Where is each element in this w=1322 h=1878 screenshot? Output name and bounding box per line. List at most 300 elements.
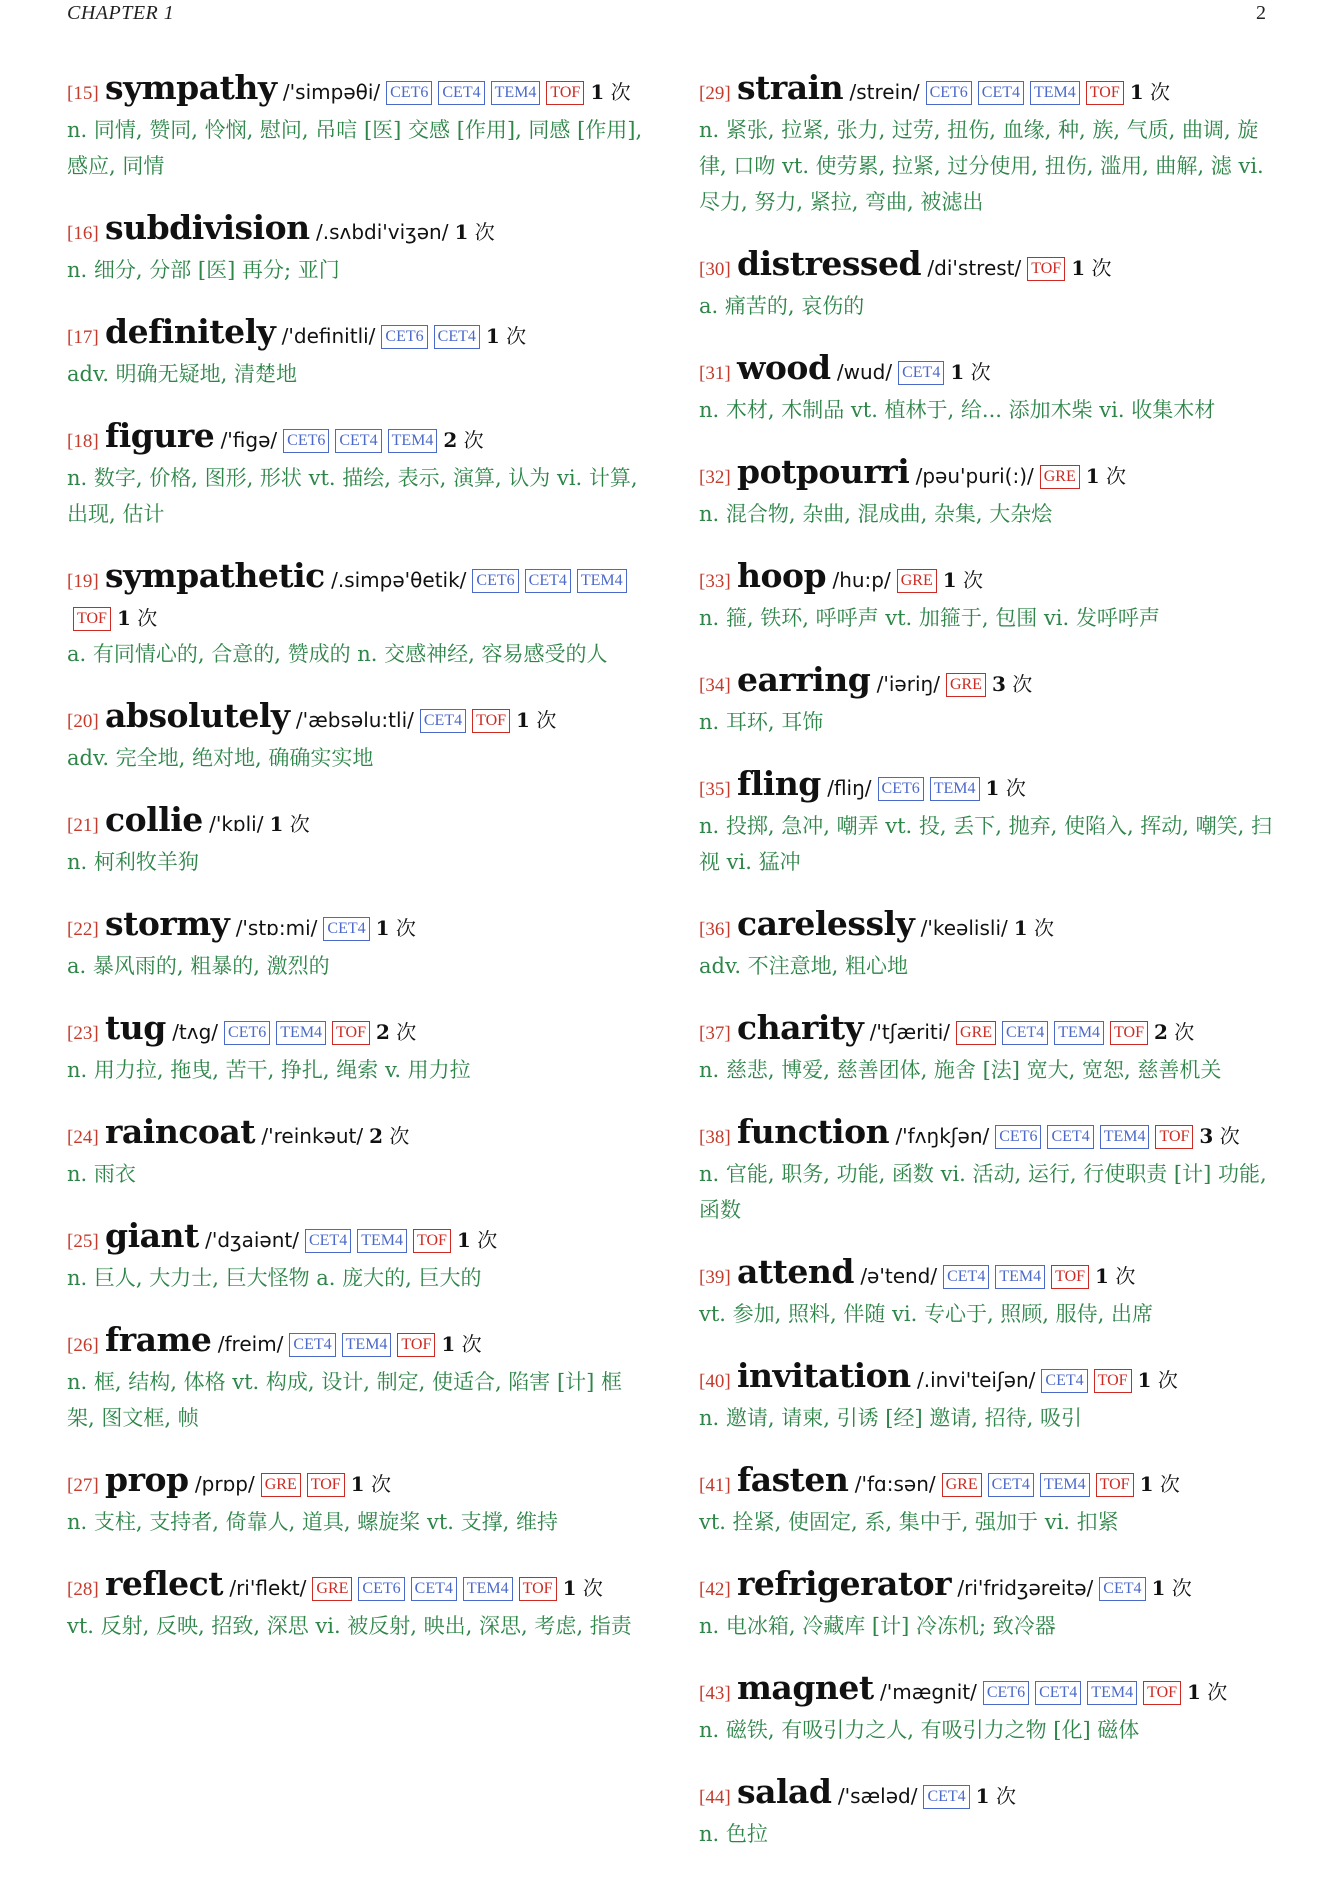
exam-tag: TOF xyxy=(1143,1681,1181,1705)
exam-tag: CET4 xyxy=(988,1473,1034,1497)
occurrence-count: 1 xyxy=(985,776,1000,800)
exam-tag: CET4 xyxy=(1041,1369,1087,1393)
count-suffix: 次 xyxy=(1005,776,1026,800)
occurrence-count: 1 xyxy=(375,916,390,940)
count-suffix: 次 xyxy=(536,708,557,732)
exam-tag: TEM4 xyxy=(276,1021,326,1045)
exam-tag: TOF xyxy=(519,1577,557,1601)
entry-headline xyxy=(67,1566,643,1608)
entry-definition: n. 官能, 职务, 功能, 函数 vi. 活动, 运行, 行使职责 [计] 功能, 函数 xyxy=(699,1162,1267,1222)
count-suffix: 次 xyxy=(137,606,158,630)
count-suffix: 次 xyxy=(1219,1124,1240,1148)
count-suffix: 次 xyxy=(610,80,631,104)
entry-phonetic: /strein/ xyxy=(849,80,920,104)
vocab-entry xyxy=(699,1254,1275,1332)
occurrence-count: 1 xyxy=(562,1576,577,1600)
occurrence-count: 1 xyxy=(1137,1368,1152,1392)
entry-headline xyxy=(67,1462,643,1504)
occurrence-count: 1 xyxy=(1151,1576,1166,1600)
entry-definition: n. 箍, 铁环, 呼呼声 vt. 加箍于, 包围 vi. 发呼呼声 xyxy=(699,606,1160,630)
entry-headline xyxy=(699,1114,1275,1156)
entry-word: potpourri xyxy=(737,452,910,491)
entry-definition: n. 柯利牧羊狗 xyxy=(67,850,199,874)
entry-headline xyxy=(699,1462,1275,1504)
vocab-entry xyxy=(699,70,1275,220)
entry-definition: n. 数字, 价格, 图形, 形状 vt. 描绘, 表示, 演算, 认为 vi. 计算, 出现, 估计 xyxy=(67,466,638,526)
exam-tag: TOF xyxy=(546,81,584,105)
exam-tag: CET4 xyxy=(1047,1125,1093,1149)
entry-phonetic: /ri'flekt/ xyxy=(229,1576,307,1600)
entry-number: [33] xyxy=(699,571,731,592)
vocab-entry xyxy=(699,766,1275,880)
entry-number: [31] xyxy=(699,363,731,384)
entry-phonetic: /.simpə'θetik/ xyxy=(331,568,467,592)
exam-tag: CET4 xyxy=(943,1265,989,1289)
count-suffix: 次 xyxy=(1207,1680,1228,1704)
entry-definition: n. 混合物, 杂曲, 混成曲, 杂集, 大杂烩 xyxy=(699,502,1053,526)
exam-tag: TOF xyxy=(1155,1125,1193,1149)
entry-definition: vt. 参加, 照料, 伴随 vi. 专心于, 照顾, 服侍, 出席 xyxy=(699,1302,1154,1326)
vocab-entry xyxy=(699,662,1275,740)
exam-tag: CET4 xyxy=(434,325,480,349)
entry-headline xyxy=(699,906,1275,948)
occurrence-count: 1 xyxy=(456,1228,471,1252)
entry-headline xyxy=(699,1670,1275,1712)
occurrence-count: 2 xyxy=(375,1020,390,1044)
entry-number: [18] xyxy=(67,431,99,452)
count-suffix: 次 xyxy=(1157,1368,1178,1392)
occurrence-count: 1 xyxy=(1129,80,1144,104)
entry-definition: n. 框, 结构, 体格 vt. 构成, 设计, 制定, 使适合, 陷害 [计] 框架, 图文框, 帧 xyxy=(67,1370,623,1430)
exam-tag: TOF xyxy=(1027,257,1065,281)
occurrence-count: 3 xyxy=(1199,1124,1214,1148)
entry-phonetic: /di'strest/ xyxy=(927,256,1022,280)
exam-tag: TOF xyxy=(397,1333,435,1357)
entry-phonetic: /wud/ xyxy=(836,360,893,384)
exam-tag: TEM4 xyxy=(577,569,627,593)
entry-phonetic: /'simpəθi/ xyxy=(282,80,381,104)
entry-number: [39] xyxy=(699,1267,731,1288)
entry-headline xyxy=(67,418,643,460)
exam-tag: CET4 xyxy=(323,917,369,941)
entry-definition: n. 用力拉, 拖曳, 苦干, 挣扎, 绳索 v. 用力拉 xyxy=(67,1058,471,1082)
exam-tag: TEM4 xyxy=(995,1265,1045,1289)
entry-word: carelessly xyxy=(737,904,915,943)
occurrence-count: 1 xyxy=(1085,464,1100,488)
exam-tag: TEM4 xyxy=(357,1229,407,1253)
entry-definition: n. 同情, 赞同, 怜悯, 慰问, 吊唁 [医] 交感 [作用], 同感 [作用], 感应, 同情 xyxy=(67,118,643,178)
entry-phonetic: /'fɑ:sən/ xyxy=(854,1472,936,1496)
entry-phonetic: /'reinkəut/ xyxy=(261,1124,364,1148)
count-suffix: 次 xyxy=(970,360,991,384)
count-suffix: 次 xyxy=(477,1228,498,1252)
vocab-entry xyxy=(699,906,1275,984)
occurrence-count: 1 xyxy=(1013,916,1028,940)
entry-headline xyxy=(699,454,1275,496)
entry-number: [35] xyxy=(699,779,731,800)
entry-word: sympathy xyxy=(105,68,277,107)
entry-phonetic: /tʌg/ xyxy=(172,1020,219,1044)
entry-word: hoop xyxy=(737,556,827,595)
entry-word: sympathetic xyxy=(105,556,325,595)
entry-definition: n. 投掷, 急冲, 嘲弄 vt. 投, 丢下, 抛弃, 使陷入, 挥动, 嘲笑, 扫视 vi. 猛冲 xyxy=(699,814,1273,874)
entry-headline xyxy=(699,662,1275,704)
exam-tag: TEM4 xyxy=(491,81,541,105)
occurrence-count: 2 xyxy=(369,1124,384,1148)
exam-tag: TOF xyxy=(332,1021,370,1045)
entry-word: raincoat xyxy=(105,1112,256,1151)
exam-tag: TEM4 xyxy=(1100,1125,1150,1149)
entry-headline xyxy=(67,698,643,740)
exam-tag: CET4 xyxy=(335,429,381,453)
entry-headline xyxy=(699,1358,1275,1400)
entry-word: charity xyxy=(737,1008,864,1047)
count-suffix: 次 xyxy=(1159,1472,1180,1496)
entry-definition: n. 木材, 木制品 vt. 植林于, 给... 添加木柴 vi. 收集木材 xyxy=(699,398,1216,422)
vocab-entry xyxy=(67,558,643,672)
entry-number: [44] xyxy=(699,1787,731,1808)
exam-tag: CET4 xyxy=(305,1229,351,1253)
vocab-entry xyxy=(67,1114,643,1192)
entry-number: [22] xyxy=(67,919,99,940)
entry-phonetic: /.invi'teiʃən/ xyxy=(917,1368,1036,1392)
occurrence-count: 3 xyxy=(991,672,1006,696)
entry-word: frame xyxy=(105,1320,212,1359)
exam-tag: CET6 xyxy=(995,1125,1041,1149)
entry-headline xyxy=(67,1322,643,1364)
exam-tag: TEM4 xyxy=(388,429,438,453)
entry-phonetic: /'mægnit/ xyxy=(879,1680,977,1704)
count-suffix: 次 xyxy=(582,1576,603,1600)
entry-definition: adv. 不注意地, 粗心地 xyxy=(699,954,909,978)
entry-number: [37] xyxy=(699,1023,731,1044)
entry-word: fling xyxy=(737,764,821,803)
exam-tag: CET4 xyxy=(978,81,1024,105)
vocab-entry xyxy=(67,210,643,288)
entry-word: magnet xyxy=(737,1668,874,1707)
entry-word: salad xyxy=(737,1772,832,1811)
exam-tag: TOF xyxy=(413,1229,451,1253)
occurrence-count: 1 xyxy=(441,1332,456,1356)
entry-headline xyxy=(67,558,643,636)
entry-phonetic: /freim/ xyxy=(217,1332,284,1356)
vocab-entry xyxy=(67,70,643,184)
vocab-entry xyxy=(699,1566,1275,1644)
exam-tag: GRE xyxy=(897,569,937,593)
count-suffix: 次 xyxy=(1174,1020,1195,1044)
entry-word: strain xyxy=(737,68,844,107)
count-suffix: 次 xyxy=(506,324,527,348)
occurrence-count: 1 xyxy=(485,324,500,348)
exam-tag: TOF xyxy=(73,607,111,631)
count-suffix: 次 xyxy=(461,1332,482,1356)
occurrence-count: 1 xyxy=(950,360,965,384)
vocab-entry xyxy=(67,906,643,984)
entry-number: [41] xyxy=(699,1475,731,1496)
entry-headline xyxy=(67,70,643,112)
count-suffix: 次 xyxy=(1034,916,1055,940)
exam-tag: TOF xyxy=(472,709,510,733)
entry-phonetic: /'kɒli/ xyxy=(209,812,264,836)
vocab-entry xyxy=(67,1322,643,1436)
count-suffix: 次 xyxy=(395,916,416,940)
exam-tag: GRE xyxy=(946,673,986,697)
vocab-entry xyxy=(67,418,643,532)
entry-word: subdivision xyxy=(105,208,310,247)
count-suffix: 次 xyxy=(396,1020,417,1044)
entry-definition: n. 电冰箱, 冷藏库 [计] 冷冻机; 致冷器 xyxy=(699,1614,1056,1638)
exam-tag: CET4 xyxy=(411,1577,457,1601)
exam-tag: GRE xyxy=(956,1021,996,1045)
count-suffix: 次 xyxy=(1171,1576,1192,1600)
count-suffix: 次 xyxy=(463,428,484,452)
page-number: 2 xyxy=(1256,1,1266,24)
entry-headline xyxy=(67,210,643,252)
entry-phonetic: /ri'fridʒəreitə/ xyxy=(957,1576,1094,1600)
count-suffix: 次 xyxy=(995,1784,1016,1808)
entry-headline xyxy=(67,314,643,356)
exam-tag: CET4 xyxy=(438,81,484,105)
entry-definition: vt. 拴紧, 使固定, 系, 集中于, 强加于 vi. 扣紧 xyxy=(699,1510,1119,1534)
exam-tag: CET6 xyxy=(926,81,972,105)
entry-definition: n. 邀请, 请柬, 引诱 [经] 邀请, 招待, 吸引 xyxy=(699,1406,1083,1430)
entry-number: [19] xyxy=(67,571,99,592)
entry-definition: n. 巨人, 大力士, 巨大怪物 a. 庞大的, 巨大的 xyxy=(67,1266,482,1290)
occurrence-count: 1 xyxy=(116,606,131,630)
entry-word: function xyxy=(737,1112,890,1151)
count-suffix: 次 xyxy=(289,812,310,836)
exam-tag: CET6 xyxy=(386,81,432,105)
entry-number: [30] xyxy=(699,259,731,280)
exam-tag: CET6 xyxy=(472,569,518,593)
entry-number: [17] xyxy=(67,327,99,348)
count-suffix: 次 xyxy=(370,1472,391,1496)
exam-tag: CET6 xyxy=(381,325,427,349)
entry-number: [32] xyxy=(699,467,731,488)
entry-number: [28] xyxy=(67,1579,99,1600)
entry-headline xyxy=(67,1218,643,1260)
occurrence-count: 1 xyxy=(590,80,605,104)
vocab-entry xyxy=(699,246,1275,324)
exam-tag: TOF xyxy=(1094,1369,1132,1393)
count-suffix: 次 xyxy=(1115,1264,1136,1288)
count-suffix: 次 xyxy=(1106,464,1127,488)
exam-tag: TOF xyxy=(1110,1021,1148,1045)
exam-tag: CET6 xyxy=(983,1681,1029,1705)
entry-phonetic: /prɒp/ xyxy=(194,1472,255,1496)
entry-number: [29] xyxy=(699,83,731,104)
entry-number: [40] xyxy=(699,1371,731,1392)
entry-word: absolutely xyxy=(105,696,290,735)
entry-number: [25] xyxy=(67,1231,99,1252)
occurrence-count: 1 xyxy=(350,1472,365,1496)
entry-headline xyxy=(699,766,1275,808)
occurrence-count: 1 xyxy=(942,568,957,592)
entry-word: stormy xyxy=(105,904,230,943)
occurrence-count: 2 xyxy=(443,428,458,452)
chapter-title: CHAPTER 1 xyxy=(67,1,175,24)
entry-word: definitely xyxy=(105,312,276,351)
entry-word: figure xyxy=(105,416,215,455)
entry-definition: a. 有同情心的, 合意的, 赞成的 n. 交感神经, 容易感受的人 xyxy=(67,642,608,666)
occurrence-count: 1 xyxy=(1139,1472,1154,1496)
exam-tag: CET6 xyxy=(358,1577,404,1601)
entry-number: [43] xyxy=(699,1683,731,1704)
occurrence-count: 2 xyxy=(1153,1020,1168,1044)
entry-number: [16] xyxy=(67,223,99,244)
exam-tag: GRE xyxy=(261,1473,301,1497)
exam-tag: CET4 xyxy=(923,1785,969,1809)
exam-tag: CET6 xyxy=(283,429,329,453)
entry-number: [15] xyxy=(67,83,99,104)
entry-phonetic: /'æbsəlu:tli/ xyxy=(295,708,414,732)
vocab-entry xyxy=(67,1010,643,1088)
entry-headline xyxy=(699,1566,1275,1608)
entry-phonetic: /hu:p/ xyxy=(832,568,891,592)
occurrence-count: 1 xyxy=(975,1784,990,1808)
entry-headline xyxy=(67,802,643,844)
entry-phonetic: /'fʌŋkʃən/ xyxy=(895,1124,990,1148)
entry-phonetic: /'iəriŋ/ xyxy=(876,672,940,696)
right-column xyxy=(699,70,1275,1878)
occurrence-count: 1 xyxy=(1095,1264,1109,1288)
count-suffix: 次 xyxy=(474,220,495,244)
vocab-entry xyxy=(699,1010,1275,1088)
entry-phonetic: /.sʌbdi'viʒən/ xyxy=(315,220,449,244)
entry-definition: n. 色拉 xyxy=(699,1822,768,1846)
count-suffix: 次 xyxy=(1012,672,1033,696)
entry-phonetic: /ə'tend/ xyxy=(860,1264,938,1288)
exam-tag: GRE xyxy=(1040,465,1080,489)
entry-number: [27] xyxy=(67,1475,99,1496)
vocab-entry xyxy=(67,802,643,880)
exam-tag: CET4 xyxy=(525,569,571,593)
vocab-entry xyxy=(699,1462,1275,1540)
entry-headline xyxy=(67,1114,643,1156)
entry-phonetic: /'stɒ:mi/ xyxy=(235,916,318,940)
exam-tag: TEM4 xyxy=(930,777,980,801)
entry-word: earring xyxy=(737,660,871,699)
left-column xyxy=(67,70,643,1670)
exam-tag: CET6 xyxy=(878,777,924,801)
entry-definition: n. 细分, 分部 [医] 再分; 亚门 xyxy=(67,258,340,282)
entry-definition: a. 暴风雨的, 粗暴的, 激烈的 xyxy=(67,954,330,978)
entry-headline xyxy=(699,350,1275,392)
vocab-entry xyxy=(67,698,643,776)
vocab-entry xyxy=(699,454,1275,532)
exam-tag: CET4 xyxy=(1035,1681,1081,1705)
exam-tag: TEM4 xyxy=(463,1577,513,1601)
exam-tag: GRE xyxy=(312,1577,352,1601)
entry-phonetic: /fliŋ/ xyxy=(827,776,872,800)
entry-headline xyxy=(699,1254,1275,1296)
entry-number: [34] xyxy=(699,675,731,696)
entry-headline xyxy=(699,558,1275,600)
entry-phonetic: /pəu'puri(:)/ xyxy=(915,464,1034,488)
entry-definition: n. 紧张, 拉紧, 张力, 过劳, 扭伤, 血缘, 种, 族, 气质, 曲调, 旋律, 口吻 vt. 使劳累, 拉紧, 过分使用, 扭伤, 滥用, 曲解, 滤 vi. 尽力, 努力, 紧拉, 弯曲, 被滤出 xyxy=(699,118,1264,214)
occurrence-count: 1 xyxy=(516,708,530,732)
exam-tag: TOF xyxy=(307,1473,345,1497)
exam-tag: GRE xyxy=(942,1473,982,1497)
count-suffix: 次 xyxy=(1091,256,1112,280)
entry-definition: n. 支柱, 支持者, 倚靠人, 道具, 螺旋桨 vt. 支撑, 维持 xyxy=(67,1510,558,1534)
entry-definition: adv. 完全地, 绝对地, 确确实实地 xyxy=(67,746,374,770)
entry-definition: vt. 反射, 反映, 招致, 深思 vi. 被反射, 映出, 深思, 考虑, 指责 xyxy=(67,1614,632,1638)
entry-word: distressed xyxy=(737,244,922,283)
occurrence-count: 1 xyxy=(269,812,284,836)
exam-tag: TOF xyxy=(1086,81,1124,105)
entry-word: invitation xyxy=(737,1356,911,1395)
entry-number: [42] xyxy=(699,1579,731,1600)
count-suffix: 次 xyxy=(389,1124,410,1148)
exam-tag: CET4 xyxy=(1099,1577,1145,1601)
entry-number: [24] xyxy=(67,1127,99,1148)
vocab-entry xyxy=(699,1670,1275,1748)
entry-word: collie xyxy=(105,800,203,839)
entry-word: wood xyxy=(737,348,831,387)
vocab-entry xyxy=(67,314,643,392)
entry-definition: adv. 明确无疑地, 清楚地 xyxy=(67,362,298,386)
entry-definition: a. 痛苦的, 哀伤的 xyxy=(699,294,865,318)
exam-tag: CET6 xyxy=(224,1021,270,1045)
vocab-entry xyxy=(699,350,1275,428)
exam-tag: TEM4 xyxy=(342,1333,392,1357)
entry-definition: n. 耳环, 耳饰 xyxy=(699,710,824,734)
entry-headline xyxy=(67,1010,643,1052)
exam-tag: TEM4 xyxy=(1054,1021,1104,1045)
occurrence-count: 1 xyxy=(454,220,469,244)
entry-number: [20] xyxy=(67,711,99,732)
exam-tag: CET4 xyxy=(420,709,466,733)
vocab-entry xyxy=(67,1566,643,1644)
vocab-entry xyxy=(699,558,1275,636)
vocab-entry xyxy=(67,1218,643,1296)
entry-word: refrigerator xyxy=(737,1564,951,1603)
occurrence-count: 1 xyxy=(1187,1680,1201,1704)
vocab-entry xyxy=(67,1462,643,1540)
entry-number: [21] xyxy=(67,815,99,836)
exam-tag: TEM4 xyxy=(1087,1681,1137,1705)
exam-tag: CET4 xyxy=(898,361,944,385)
entry-word: fasten xyxy=(737,1460,849,1499)
entry-phonetic: /'definitli/ xyxy=(281,324,376,348)
entry-definition: n. 雨衣 xyxy=(67,1162,136,1186)
entry-headline xyxy=(67,906,643,948)
vocab-entry xyxy=(699,1358,1275,1436)
page-header xyxy=(67,0,1266,26)
exam-tag: TEM4 xyxy=(1040,1473,1090,1497)
entry-word: prop xyxy=(105,1460,189,1499)
exam-tag: TOF xyxy=(1051,1265,1089,1289)
exam-tag: CET4 xyxy=(289,1333,335,1357)
entry-phonetic: /'figə/ xyxy=(220,428,278,452)
exam-tag: CET4 xyxy=(1002,1021,1048,1045)
exam-tag: TOF xyxy=(1096,1473,1134,1497)
entry-phonetic: /'dʒaiənt/ xyxy=(205,1228,299,1252)
entry-word: tug xyxy=(105,1008,166,1047)
occurrence-count: 1 xyxy=(1071,256,1086,280)
entry-definition: n. 磁铁, 有吸引力之人, 有吸引力之物 [化] 磁体 xyxy=(699,1718,1140,1742)
entry-number: [23] xyxy=(67,1023,99,1044)
vocab-entry xyxy=(699,1114,1275,1228)
entry-word: attend xyxy=(737,1252,854,1291)
entry-word: reflect xyxy=(105,1564,223,1603)
entry-number: [36] xyxy=(699,919,731,940)
count-suffix: 次 xyxy=(963,568,984,592)
entry-number: [38] xyxy=(699,1127,731,1148)
entry-headline xyxy=(699,246,1275,288)
vocab-entry xyxy=(699,1774,1275,1852)
